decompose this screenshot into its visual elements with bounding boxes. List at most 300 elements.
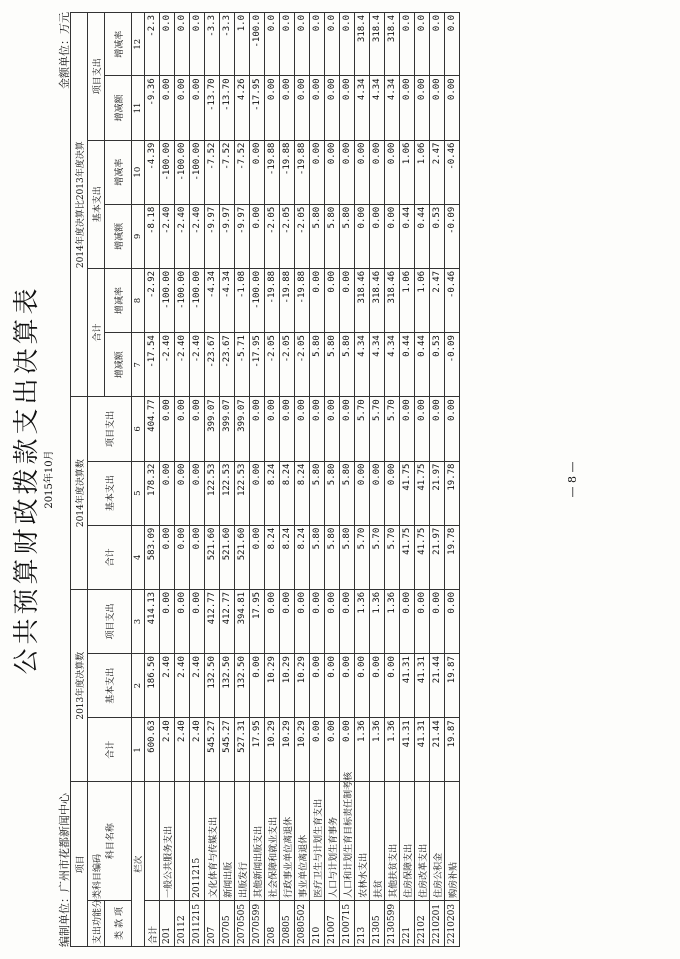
cell-col-8: -100.00 [190,268,205,332]
cell-col-11: 0.00 [430,76,445,140]
cell-col-6: 0.00 [265,397,280,461]
table-row [355,13,370,947]
cell-col-5: 0.00 [175,461,190,525]
table-row [265,13,280,947]
row-code: 208 [265,900,280,946]
cell-col-4: 5.70 [370,525,385,589]
cell-col-12: 0.0 [175,13,190,76]
cell-col-3: 0.00 [190,589,205,653]
cell-col-6: 399.07 [205,397,220,461]
cell-col-9: -0.09 [445,204,460,268]
cell-col-1: 19.87 [445,718,460,782]
table-row [235,13,250,947]
cell-col-11: 0.00 [160,76,175,140]
cell-col-7: -5.71 [235,333,250,397]
cell-col-7: 0.44 [400,333,415,397]
cell-col-3: 0.00 [400,589,415,653]
cell-col-1: 0.00 [310,718,325,782]
cell-col-2: 41.31 [400,654,415,718]
cell-col-10: 0.00 [355,140,370,204]
cell-col-2: 0.00 [325,654,340,718]
cell-col-3: 0.00 [175,589,190,653]
cell-col-12: 0.0 [340,13,355,76]
cell-col-12: 0.0 [280,13,295,76]
cell-col-4: 0.00 [160,525,175,589]
cell-col-6: 0.00 [400,397,415,461]
cell-col-1: 1.36 [370,718,385,782]
cell-col-10: -19.88 [280,140,295,204]
cell-col-9: 0.53 [430,204,445,268]
cell-col-10: 0.00 [385,140,400,204]
cell-col-5: 8.24 [280,461,295,525]
cell-col-7: -2.40 [160,333,175,397]
cell-col-2: 2.40 [175,654,190,718]
cell-col-3: 412.77 [220,589,235,653]
table-row [310,13,325,947]
cell-col-8: -4.34 [205,268,220,332]
cell-col-1: 1.36 [355,718,370,782]
row-name: 其他新闻出版支出 [250,782,265,900]
cell-col-9: 0.00 [370,204,385,268]
cell-col-10: -100.00 [175,140,190,204]
row-code: 2011215 [190,900,205,946]
row-code: 20112 [175,900,190,946]
cell-col-7: 0.53 [430,333,445,397]
cell-col-12: -2.3 [145,13,160,76]
cell-col-8: -100.00 [175,268,190,332]
row-code: 2130599 [385,900,400,946]
table-row [370,13,385,947]
cell-col-1: 1.36 [385,718,400,782]
cell-col-12: -3.3 [220,13,235,76]
cell-col-8: -0.46 [445,268,460,332]
row-name: 事业单位离退休 [295,782,310,900]
cell-col-10: 1.06 [400,140,415,204]
index-3: 3 [132,589,145,653]
row-code: 221 [400,900,415,946]
row-index-label: 栏次 [132,782,145,947]
index-8: 8 [132,268,145,332]
page-number: — 8 — [566,461,579,498]
report-date: 2015年10月 [44,450,55,509]
cell-col-5: 5.80 [310,461,325,525]
row-code: 2070505 [235,900,250,946]
cell-col-8: -100.00 [250,268,265,332]
row-name: 出版发行 [235,782,250,900]
cell-col-8: -2.92 [145,268,160,332]
row-code: 2210203 [445,900,460,946]
index-6: 6 [132,397,145,461]
row-name: 住房公积金 [430,782,445,900]
cell-col-5: 122.53 [220,461,235,525]
index-11: 11 [132,76,145,140]
cell-col-4: 41.75 [400,525,415,589]
row-code: 210 [310,900,325,946]
cell-col-3: 0.00 [280,589,295,653]
cell-col-11: -17.95 [250,76,265,140]
table-row [385,13,400,947]
cell-col-10: -4.39 [145,140,160,204]
class-section-item [105,900,132,946]
cell-col-6: 399.07 [220,397,235,461]
table-row [325,13,340,947]
cell-col-8: -1.08 [235,268,250,332]
cell-col-3: 0.00 [340,589,355,653]
table-row [295,13,310,947]
cell-col-2: 0.00 [370,654,385,718]
cell-col-8: -4.34 [220,268,235,332]
row-name: 扶贫 [370,782,385,900]
cell-col-8: 2.47 [430,268,445,332]
cell-col-3: 412.77 [205,589,220,653]
cell-col-11: 0.00 [265,76,280,140]
diff-project-amount: 增减额 [105,76,132,140]
cell-col-5: 19.78 [445,461,460,525]
col-item: 项 [114,907,125,917]
cell-col-9: 0.00 [355,204,370,268]
cell-col-7: -2.40 [190,333,205,397]
row-name: 新闻出版 [220,782,235,900]
cell-col-8: -19.88 [265,268,280,332]
cell-col-9: -2.05 [295,204,310,268]
cell-col-5: 122.53 [205,461,220,525]
cell-col-6: 0.00 [175,397,190,461]
cell-col-2: 0.00 [340,654,355,718]
cell-col-7: -0.09 [445,333,460,397]
cell-col-3: 0.00 [415,589,430,653]
project-header: 项目 [71,782,88,947]
index-10: 10 [132,140,145,204]
cell-col-9: -2.40 [175,204,190,268]
cell-col-5: 21.97 [430,461,445,525]
cell-col-10: 0.00 [340,140,355,204]
table-row [340,13,355,947]
cell-col-4: 21.97 [430,525,445,589]
table-row [205,13,220,947]
cell-col-6: 5.70 [355,397,370,461]
cell-col-12: 318.4 [370,13,385,76]
cell-col-1: 0.00 [325,718,340,782]
cell-col-11: 0.00 [295,76,310,140]
cell-col-11: 0.00 [280,76,295,140]
table-row [280,13,295,947]
cell-col-6: 0.00 [295,397,310,461]
cell-col-3: 1.36 [370,589,385,653]
table-body [145,13,460,947]
index-7: 7 [132,333,145,397]
cell-col-6: 0.00 [415,397,430,461]
cell-col-9: -2.40 [160,204,175,268]
cell-col-8: 318.46 [355,268,370,332]
cell-col-12: 0.0 [265,13,280,76]
cell-col-3: 394.81 [235,589,250,653]
diff-basic-rate: 增减率 [105,140,132,204]
table-row [220,13,235,947]
cell-col-7: 4.34 [370,333,385,397]
cell-col-8: 0.00 [325,268,340,332]
cell-col-2: 21.44 [430,654,445,718]
row-name: 文化体育与传媒支出 [205,782,220,900]
cell-col-5: 0.00 [190,461,205,525]
cell-col-3: 1.36 [355,589,370,653]
diff-project-rate: 增减率 [105,13,132,76]
cell-col-4: 521.60 [205,525,220,589]
cell-col-12: 0.0 [310,13,325,76]
cell-col-9: -9.97 [205,204,220,268]
name-label: 科目名称 [88,782,132,900]
cell-col-7: 0.44 [415,333,430,397]
cell-col-2: 10.29 [295,654,310,718]
cell-col-1: 17.95 [250,718,265,782]
cell-col-11: 4.34 [355,76,370,140]
row-name: 其他扶贫支出 [385,782,400,900]
cell-col-2: 0.00 [310,654,325,718]
cell-col-8: 0.00 [310,268,325,332]
cell-col-10: -100.00 [160,140,175,204]
cell-col-6: 399.07 [235,397,250,461]
row-name: 社会保障和就业支出 [265,782,280,900]
cell-col-7: 5.80 [310,333,325,397]
code-label: 支出功能分类科目编码 [88,900,105,946]
row-code: 2100715 [340,900,355,946]
table-row [175,13,190,947]
row-code: 201 [160,900,175,946]
cell-col-3: 1.36 [385,589,400,653]
cell-col-8: -19.88 [295,268,310,332]
cell-col-6: 0.00 [250,397,265,461]
cell-col-11: 0.00 [415,76,430,140]
cell-col-9: 5.80 [340,204,355,268]
row-name: 住房改革支出 [415,782,430,900]
table-row [190,13,205,947]
reporting-unit: 编制单位：广州市花都新闻中心 [58,793,71,947]
cell-col-10: -7.52 [220,140,235,204]
table-row [415,13,430,947]
cell-col-4: 5.80 [325,525,340,589]
expenditure-table [70,12,460,947]
cell-col-7: 4.34 [355,333,370,397]
cell-col-9: -9.97 [220,204,235,268]
col-2013-project: 项目支出 [88,589,132,653]
cell-col-6: 0.00 [160,397,175,461]
cell-col-1: 600.63 [145,718,160,782]
cell-col-5: 0.00 [370,461,385,525]
cell-col-12: 0.0 [430,13,445,76]
cell-col-4: 0.00 [190,525,205,589]
table-row [160,13,175,947]
cell-col-1: 10.29 [265,718,280,782]
cell-col-10: -7.52 [235,140,250,204]
cell-col-7: -17.54 [145,333,160,397]
cell-col-11: 0.00 [310,76,325,140]
cell-col-2: 10.29 [280,654,295,718]
cell-col-11: 0.00 [340,76,355,140]
cell-col-9: 0.00 [250,204,265,268]
col-diff-basic: 基本支出 [88,140,105,268]
cell-col-2: 2.40 [160,654,175,718]
cell-col-8: -19.88 [280,268,295,332]
cell-col-4: 5.70 [385,525,400,589]
cell-col-1: 10.29 [280,718,295,782]
cell-col-9: 5.80 [310,204,325,268]
cell-col-1: 21.44 [430,718,445,782]
cell-col-10: -0.46 [445,140,460,204]
cell-col-2: 41.31 [415,654,430,718]
row-name: 医疗卫生与计划生育支出 [310,782,325,900]
group-2013-header: 2013年度决算数 [71,589,88,782]
cell-col-4: 8.24 [295,525,310,589]
table-row [445,13,460,947]
cell-col-11: 0.00 [175,76,190,140]
cell-col-12: 318.4 [355,13,370,76]
cell-col-6: 0.00 [280,397,295,461]
cell-col-5: 0.00 [160,461,175,525]
cell-col-8: -100.00 [160,268,175,332]
group-diff-header: 2014年度决算比2013年度决算 [71,13,88,397]
col-2014-basic: 基本支出 [88,461,132,525]
row-name: 人口与计划生育事务 [325,782,340,900]
cell-col-4: 5.80 [310,525,325,589]
cell-col-3: 0.00 [295,589,310,653]
cell-col-1: 527.31 [235,718,250,782]
cell-col-12: 0.0 [325,13,340,76]
cell-col-12: 0.0 [190,13,205,76]
cell-col-4: 19.78 [445,525,460,589]
index-9: 9 [132,204,145,268]
cell-col-9: 0.00 [385,204,400,268]
cell-col-2: 132.50 [220,654,235,718]
row-name: 住房保障支出 [400,782,415,900]
row-code: 21007 [325,900,340,946]
cell-col-9: 5.80 [325,204,340,268]
group-2014-header: 2014年度决算数 [71,397,88,590]
cell-col-12: 0.0 [445,13,460,76]
cell-col-4: 521.60 [235,525,250,589]
cell-col-3: 0.00 [310,589,325,653]
cell-col-11: 4.34 [385,76,400,140]
amount-unit: 金额单位：万元 [58,12,71,89]
cell-col-11: 0.00 [400,76,415,140]
cell-col-10: -7.52 [205,140,220,204]
cell-col-11: -13.70 [220,76,235,140]
cell-col-7: 5.80 [325,333,340,397]
cell-col-7: 5.80 [340,333,355,397]
col-class: 类 [114,930,125,940]
cell-col-9: 0.44 [400,204,415,268]
cell-col-7: -17.95 [250,333,265,397]
cell-col-1: 41.31 [400,718,415,782]
cell-col-4: 0.00 [250,525,265,589]
cell-col-6: 0.00 [445,397,460,461]
col-diff-total: 合计 [88,268,105,396]
cell-col-6: 0.00 [430,397,445,461]
cell-col-7: -2.40 [175,333,190,397]
cell-col-6: 0.00 [310,397,325,461]
row-name: 农林水支出 [355,782,370,900]
table-row [145,13,160,947]
row-name [145,782,160,900]
col-2014-total: 合计 [88,525,132,589]
index-12: 12 [132,13,145,76]
row-name: 购房补贴 [445,782,460,900]
cell-col-1: 2.40 [190,718,205,782]
cell-col-1: 0.00 [340,718,355,782]
col-section: 款 [114,918,125,928]
cell-col-2: 132.50 [235,654,250,718]
cell-col-4: 583.09 [145,525,160,589]
row-code: 合计 [145,900,160,946]
row-code: 2210201 [430,900,445,946]
cell-col-2: 2.40 [190,654,205,718]
cell-col-10: 0.00 [370,140,385,204]
cell-col-7: -23.67 [205,333,220,397]
row-name: 2011215 [190,782,205,900]
row-name [175,782,190,900]
cell-col-5: 178.32 [145,461,160,525]
cell-col-8: 318.46 [370,268,385,332]
index-4: 4 [132,525,145,589]
cell-col-2: 186.50 [145,654,160,718]
cell-col-11: 0.00 [445,76,460,140]
cell-col-10: -19.88 [265,140,280,204]
index-2: 2 [132,654,145,718]
cell-col-12: 0.0 [295,13,310,76]
cell-col-6: 404.77 [145,397,160,461]
cell-col-10: 0.00 [310,140,325,204]
cell-col-12: -100.0 [250,13,265,76]
cell-col-3: 0.00 [430,589,445,653]
diff-total-rate: 增减率 [105,268,132,332]
cell-col-9: -2.40 [190,204,205,268]
cell-col-9: -8.18 [145,204,160,268]
cell-col-7: 4.34 [385,333,400,397]
cell-col-3: 0.00 [265,589,280,653]
cell-col-10: -19.88 [295,140,310,204]
cell-col-5: 8.24 [265,461,280,525]
cell-col-3: 414.13 [145,589,160,653]
row-name: 一般公共服务支出 [160,782,175,900]
cell-col-2: 132.50 [205,654,220,718]
row-code: 207 [205,900,220,946]
cell-col-10: 0.00 [250,140,265,204]
cell-col-3: 17.95 [250,589,265,653]
cell-col-11: 4.26 [235,76,250,140]
cell-col-4: 41.75 [415,525,430,589]
cell-col-4: 8.24 [280,525,295,589]
cell-col-9: -2.05 [280,204,295,268]
cell-col-1: 10.29 [295,718,310,782]
col-2013-basic: 基本支出 [88,654,132,718]
cell-col-10: 0.00 [325,140,340,204]
index-1: 1 [132,718,145,782]
cell-col-9: -9.97 [235,204,250,268]
cell-col-12: 0.0 [400,13,415,76]
cell-col-11: 0.00 [325,76,340,140]
cell-col-3: 0.00 [445,589,460,653]
cell-col-2: 0.00 [250,654,265,718]
table-row [400,13,415,947]
row-code: 2080502 [295,900,310,946]
cell-col-10: 1.06 [415,140,430,204]
cell-col-2: 10.29 [265,654,280,718]
diff-total-amount: 增减额 [105,333,132,397]
cell-col-6: 0.00 [190,397,205,461]
cell-col-1: 2.40 [175,718,190,782]
cell-col-10: -100.00 [190,140,205,204]
cell-col-2: 0.00 [355,654,370,718]
cell-col-1: 545.27 [220,718,235,782]
row-code: 22102 [415,900,430,946]
